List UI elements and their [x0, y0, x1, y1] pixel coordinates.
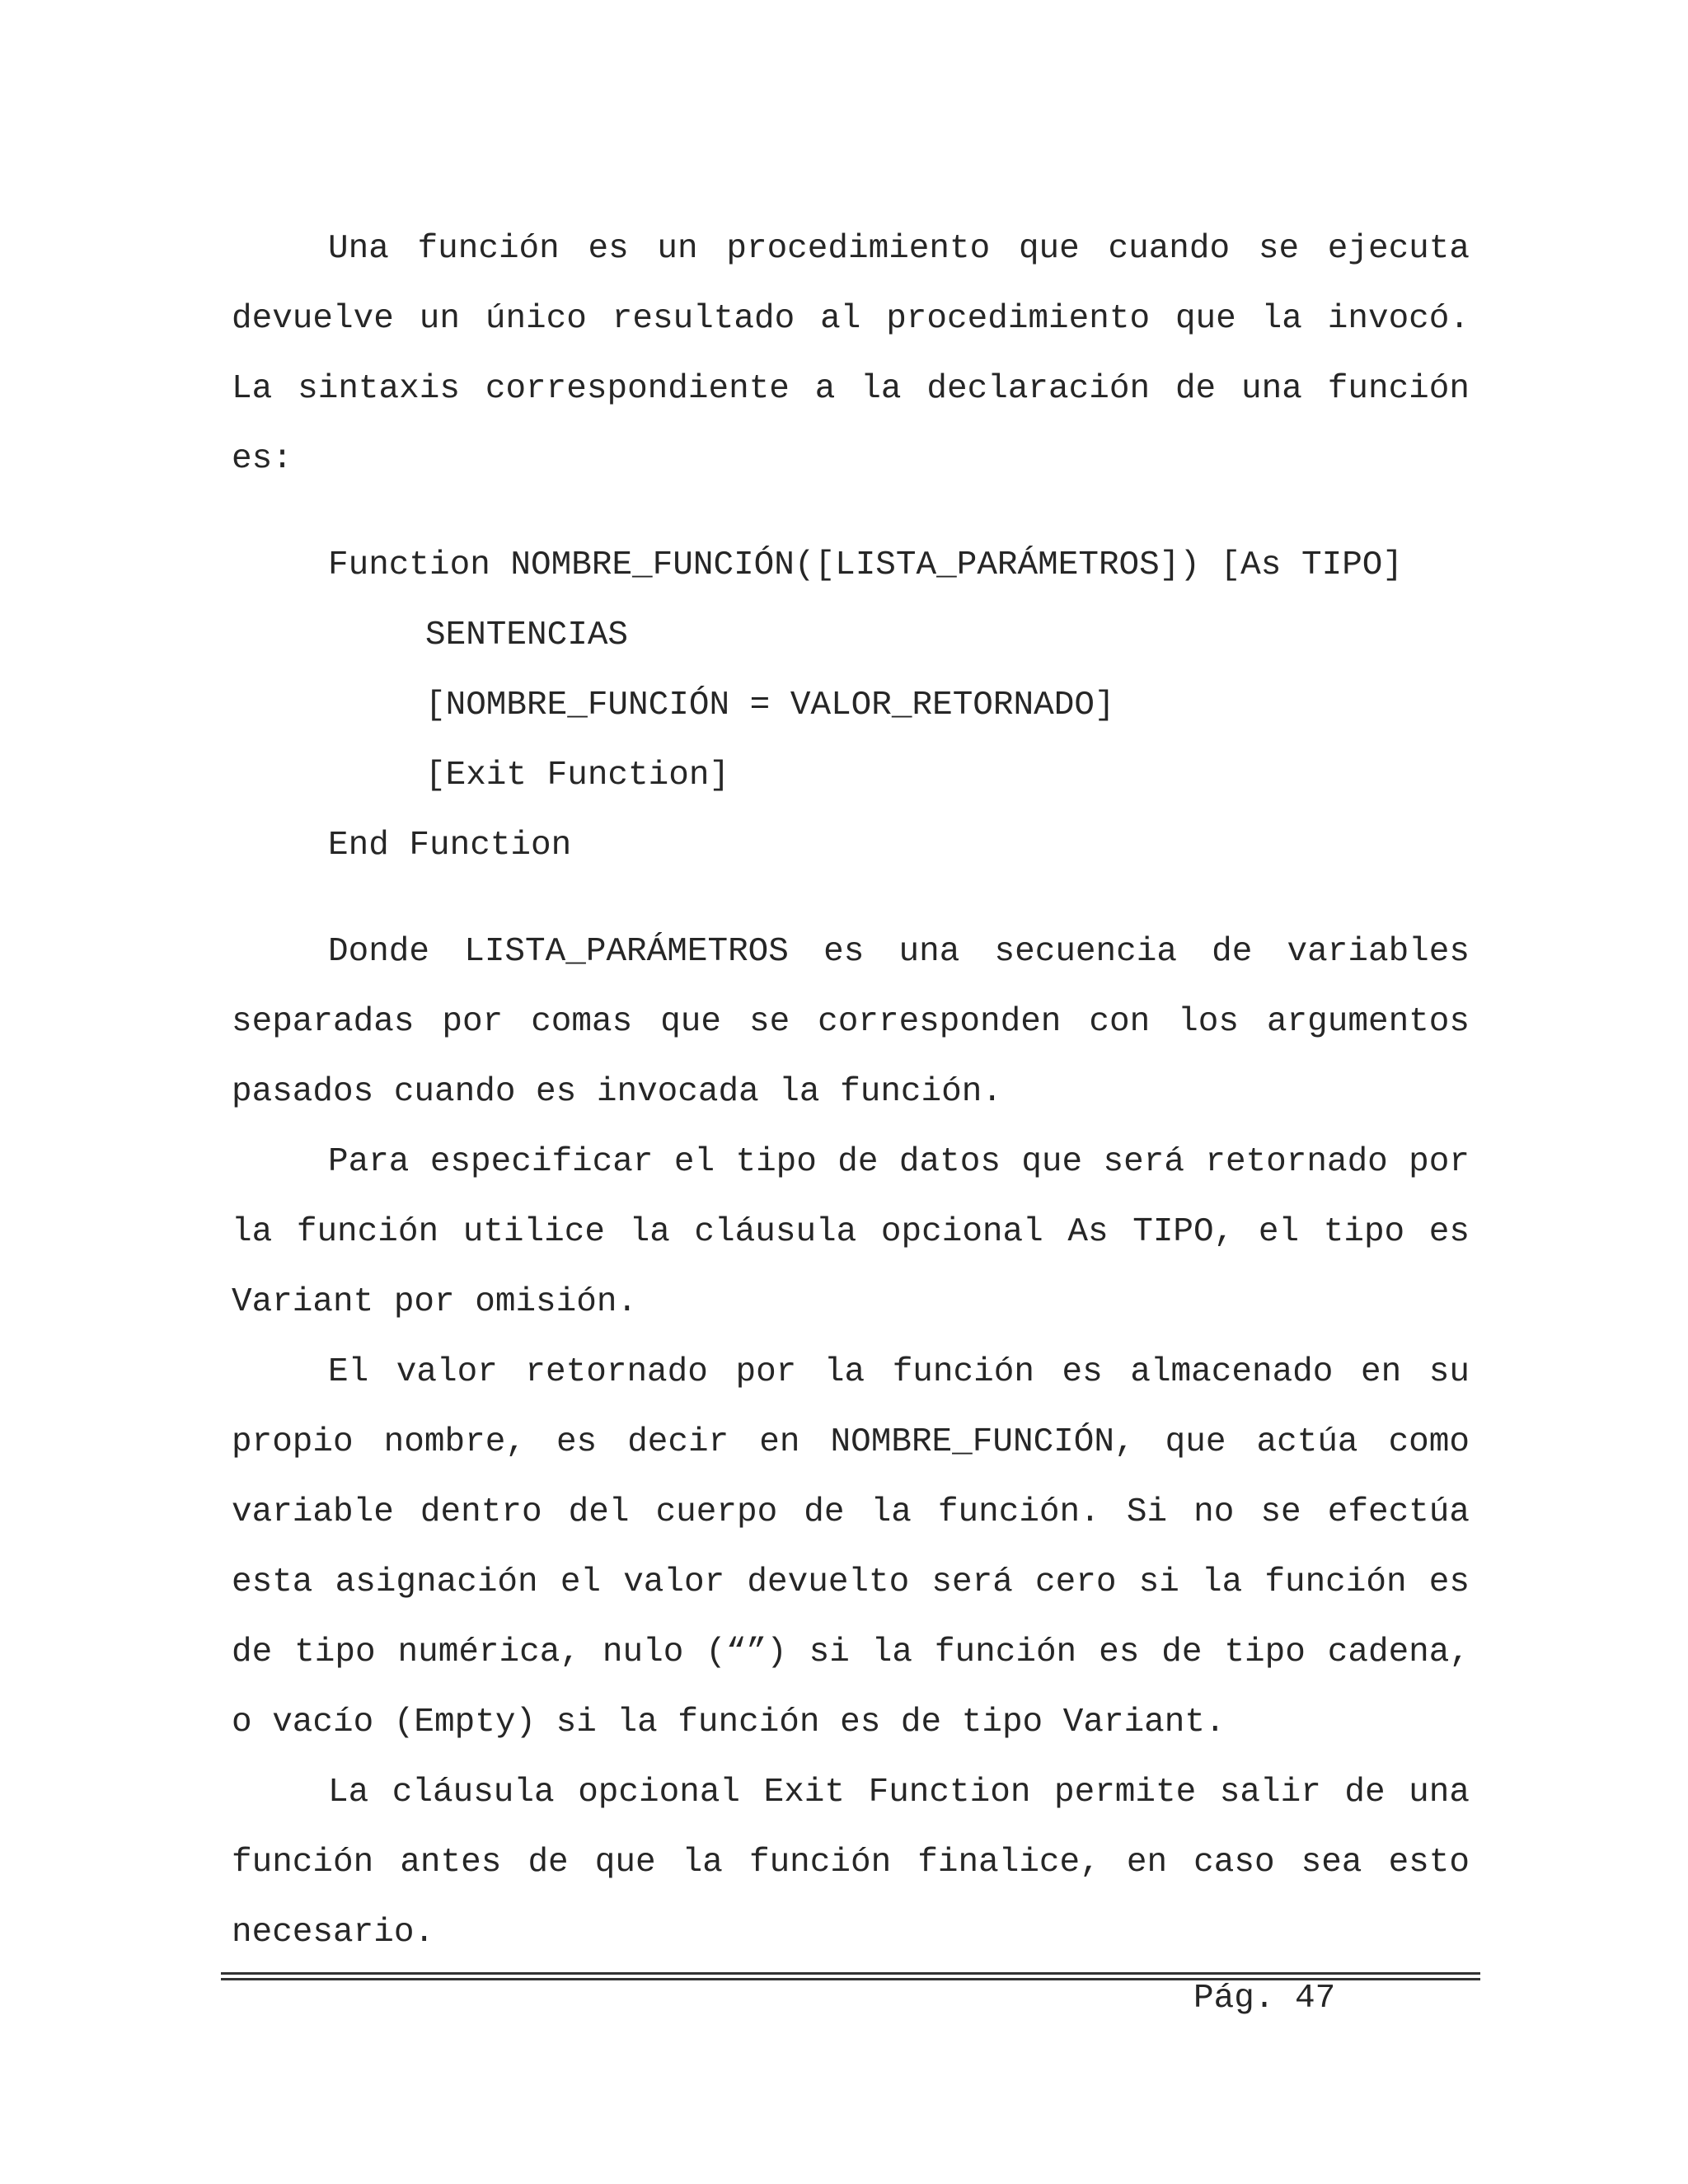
- paragraph-valor-retornado: El valor retornado por la función es almacenado en su propio nombre, es decir en NOMBRE_FUNCIÓN, que actúa como variable dentro del cuerpo de la función. Si no se efectúa esta asignación el valor devuelto será cero si la función es de tipo numérica, nulo (“”) si la función es de tipo cadena, o vacío (Empty) si la función es de tipo Variant.: [232, 1353, 1470, 1741]
- paragraph-exit-function: La cláusula opcional Exit Function permite salir de una función antes de que la función finalice, en caso sea esto necesario.: [232, 1774, 1470, 1952]
- code-line-end-function: End Function: [328, 827, 572, 865]
- paragraph-lista-parametros: Donde LISTA_PARÁMETROS es una secuencia de variables separadas por comas que se corresponden con los argumentos pasados cuando es invocada la función.: [232, 933, 1470, 1111]
- paragraph-tipo-retorno: Para especificar el tipo de datos que será retornado por la función utilice la cláusula opcional As TIPO, el tipo es Variant por omisión.: [232, 1143, 1470, 1321]
- code-line-function-declaration: Function NOMBRE_FUNCIÓN([LISTA_PARÁMETROS]) [As TIPO]: [328, 546, 1404, 584]
- code-line-exit-function: [Exit Function]: [425, 757, 730, 794]
- paragraph-intro: Una función es un procedimiento que cuando se ejecuta devuelve un único resultado al procedimiento que la invocó. La sintaxis correspondiente a la declaración de una función es:: [232, 230, 1470, 478]
- page-number: Pág. 47: [1193, 1980, 1336, 2018]
- code-line-sentencias: SENTENCIAS: [425, 616, 629, 654]
- code-line-return-assignment: [NOMBRE_FUNCIÓN = VALOR_RETORNADO]: [425, 687, 1115, 724]
- body-text: [232, 214, 1470, 1968]
- function-syntax-code-block: [232, 531, 1470, 881]
